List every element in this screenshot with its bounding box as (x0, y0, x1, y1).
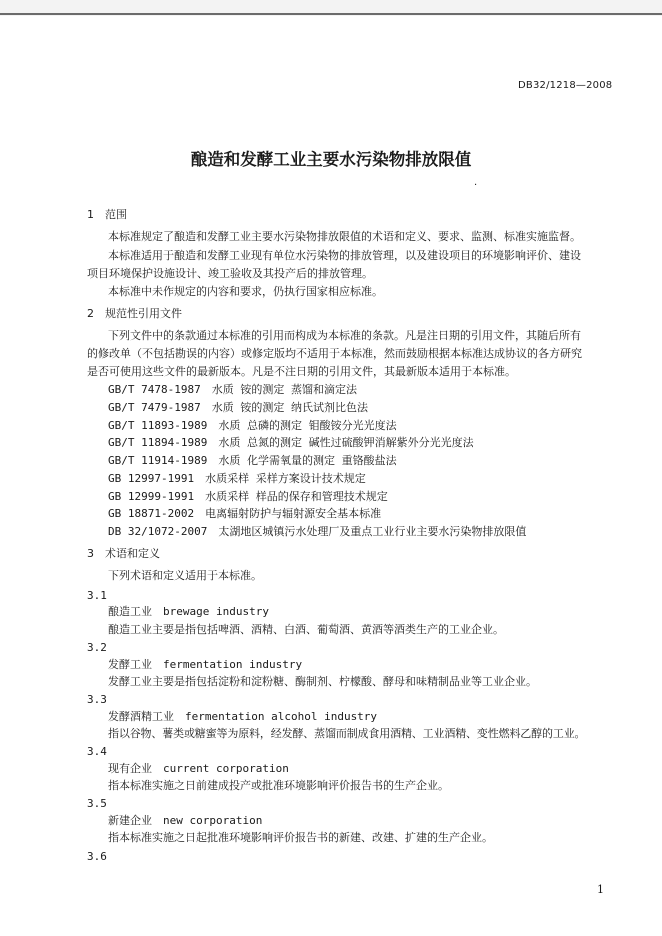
reference-item: GB/T 11914-1989 水质 化学需氧量的测定 重铬酸盐法 (108, 454, 397, 467)
section-3-intro: 下列术语和定义适用于本标准。 (108, 569, 262, 582)
reference-item: GB/T 7479-1987 水质 铵的测定 纳氏试剂比色法 (108, 401, 368, 414)
reference-item: GB 12997-1991 水质采样 采样方案设计技术规定 (108, 472, 366, 485)
section-2-intro-line-3: 是否可使用这些文件的最新版本。凡是不注日期的引用文件，其最新版本适用于本标准。 (87, 365, 516, 378)
reference-item: DB 32/1072-2007 太湖地区城镇污水处理厂及重点工业行业主要水污染物排放限值 (108, 525, 527, 538)
document-title: 酿造和发酵工业主要水污染物排放限值 (190, 150, 472, 169)
term-number: 3.2 (87, 641, 107, 654)
term-title: 发酵工业 fermentation industry (108, 658, 303, 671)
term-title: 新建企业 new corporation (108, 814, 263, 827)
term-number: 3.3 (87, 693, 107, 706)
scan-dot: . (474, 177, 478, 188)
section-1-paragraph-2-line-1: 本标准适用于酿造和发酵工业现有单位水污染物的排放管理，以及建设项目的环境影响评价、建设 (108, 249, 581, 262)
scan-top-line (0, 13, 662, 15)
section-1-paragraph-3: 本标准中未作规定的内容和要求，仍执行国家相应标准。 (108, 285, 383, 298)
section-2-intro-line-2: 的修改单（不包括勘误的内容）或修定版均不适用于本标准，然而鼓励根据本标准达成协议的各方研究 (87, 347, 582, 360)
term-definition: 酿造工业主要是指包括啤酒、酒精、白酒、葡萄酒、黄酒等酒类生产的工业企业。 (108, 623, 504, 636)
term-definition: 指本标准实施之日起批准环境影响评价报告书的新建、改建、扩建的生产企业。 (108, 831, 493, 844)
term-definition: 指本标准实施之日前建成投产或批准环境影响评价报告书的生产企业。 (108, 779, 449, 792)
term-definition: 发酵工业主要是指包括淀粉和淀粉糖、酶制剂、柠檬酸、酵母和味精制品业等工业企业。 (108, 675, 537, 688)
reference-item: GB 12999-1991 水质采样 样品的保存和管理技术规定 (108, 490, 388, 503)
term-number: 3.1 (87, 589, 107, 602)
section-1-heading: 1 范围 (87, 208, 127, 221)
term-title: 发酵酒精工业 fermentation alcohol industry (108, 710, 378, 723)
section-2-heading: 2 规范性引用文件 (87, 307, 182, 320)
reference-item: GB/T 7478-1987 水质 铵的测定 蒸馏和滴定法 (108, 383, 357, 396)
reference-item: GB/T 11893-1989 水质 总磷的测定 钼酸铵分光光度法 (108, 419, 397, 432)
term-number: 3.5 (87, 797, 107, 810)
section-3-heading: 3 术语和定义 (87, 547, 160, 560)
section-1-paragraph-2-line-2: 项目环境保护设施设计、竣工验收及其投产后的排放管理。 (87, 267, 373, 280)
term-number: 3.6 (87, 850, 107, 863)
reference-item: GB/T 11894-1989 水质 总氮的测定 碱性过硫酸钾消解紫外分光光度法 (108, 436, 474, 449)
term-title: 酿造工业 brewage industry (108, 605, 269, 618)
term-title: 现有企业 current corporation (108, 762, 289, 775)
term-number: 3.4 (87, 745, 107, 758)
page-number: 1 (597, 883, 604, 896)
term-definition: 指以谷物、薯类或糖蜜等为原料，经发酵、蒸馏而制成食用酒精、工业酒精、变性燃料乙醇的工业。 (108, 727, 586, 740)
section-2-intro-line-1: 下列文件中的条款通过本标准的引用而构成为本标准的条款。凡是注日期的引用文件，其随后所有 (108, 329, 581, 342)
section-1-paragraph-1: 本标准规定了酿造和发酵工业主要水污染物排放限值的术语和定义、要求、监测、标准实施监督。 (108, 230, 581, 243)
standard-code: DB32/1218—2008 (518, 80, 613, 91)
reference-item: GB 18871-2002 电离辐射防护与辐射源安全基本标准 (108, 507, 382, 520)
